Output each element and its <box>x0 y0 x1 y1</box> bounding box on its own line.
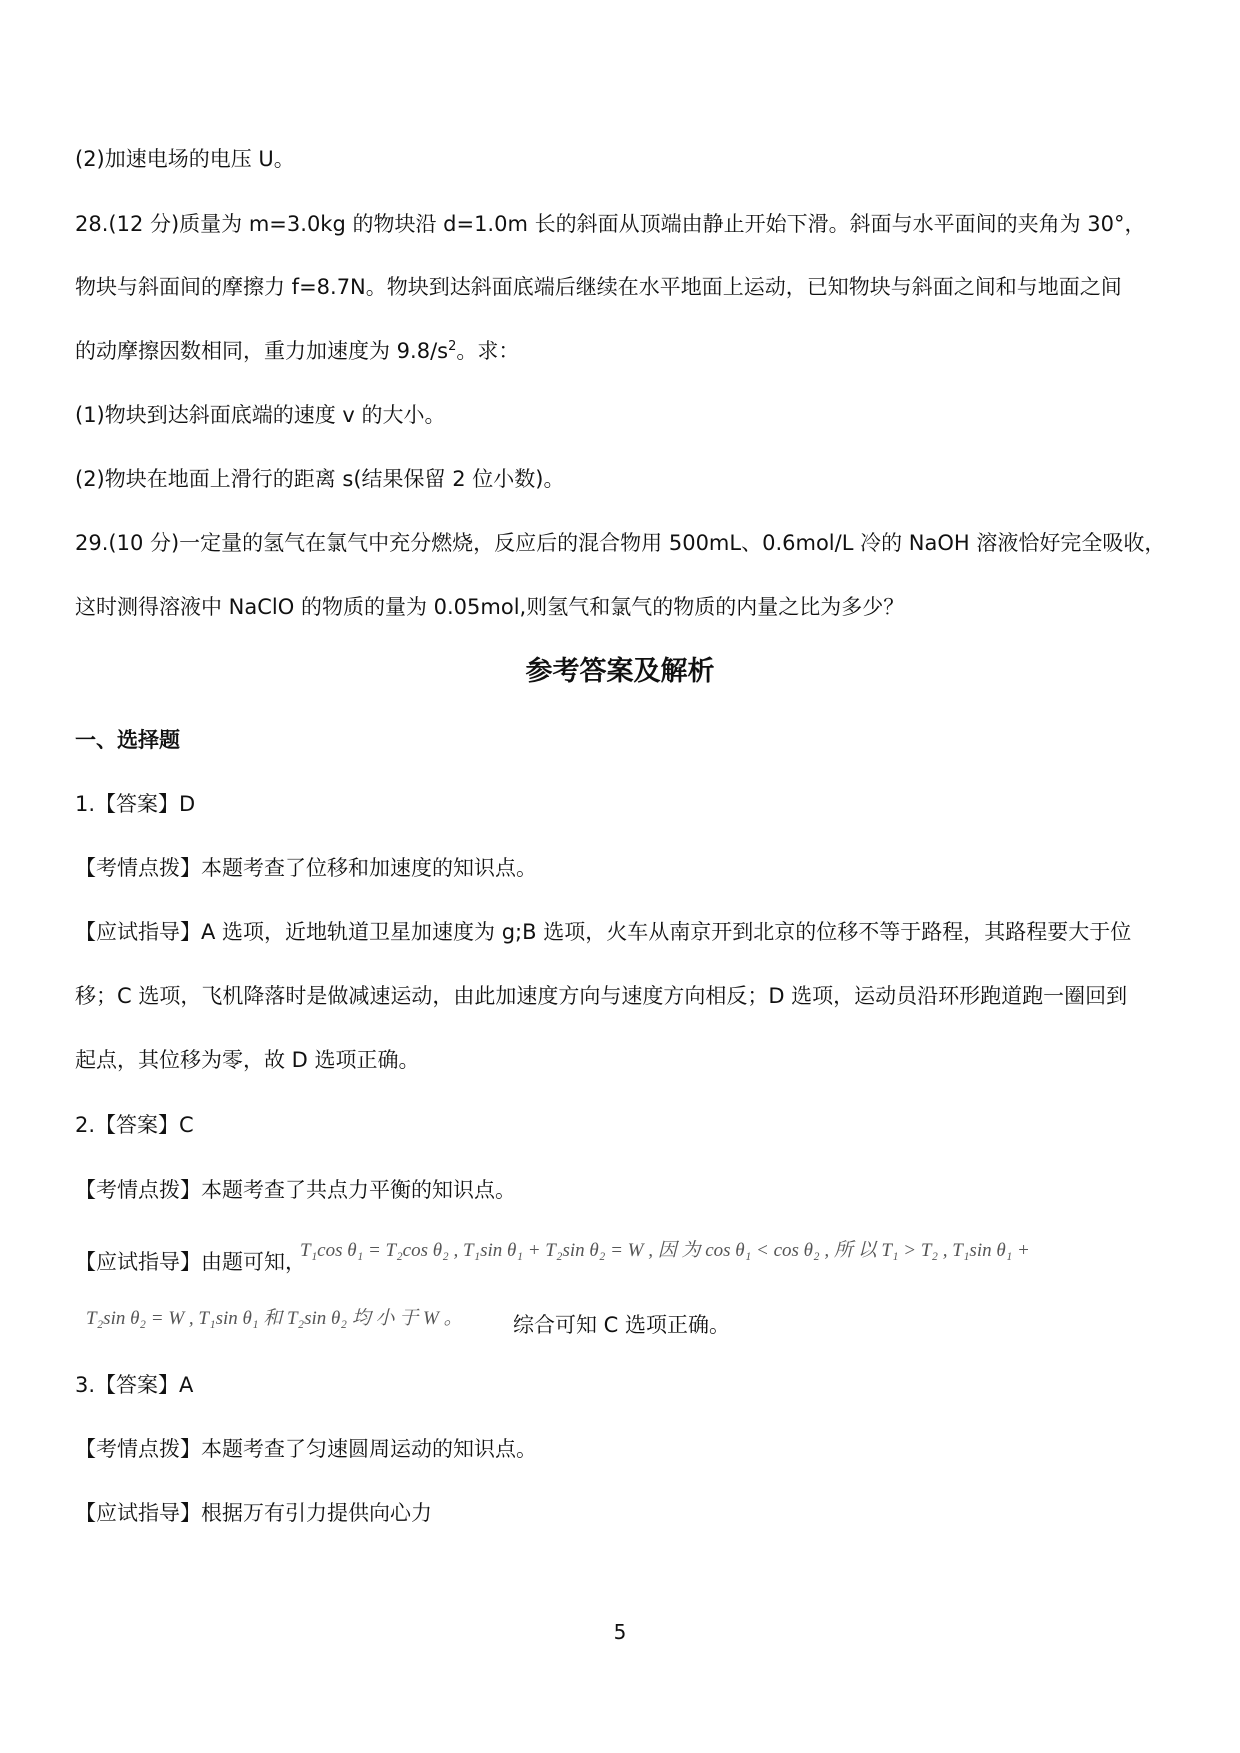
q2-formula-line-1: T₁cos θ₁ = T₂cos θ₂ , T₁sin θ₁ + T₂sin θ₂ = W , 因 为 cos θ₁ < cos θ₂ , 所 以 T₁ > T₂ , T₁sin θ₁ + <box>300 1240 1030 1261</box>
question-28-line-3-text: 的动摩擦因数相同，重力加速度为 9.8/s <box>75 339 449 363</box>
q2-formula-line-2: T₂sin θ₂ = W , T₁sin θ₁ 和 T₂sin θ₂ 均 小 于 W 。 <box>86 1308 463 1329</box>
question-28-part-2: (2)物块在地面上滑行的距离 s(结果保留 2 位小数)。 <box>75 467 565 491</box>
q2-point: 【考情点拨】本题考查了共点力平衡的知识点。 <box>75 1178 516 1202</box>
answers-title: 参考答案及解析 <box>525 656 715 687</box>
page-number: 5 <box>613 1620 627 1644</box>
q3-guide: 【应试指导】根据万有引力提供向心力 <box>75 1501 432 1525</box>
q1-guide-line-3: 起点，其位移为零，故 D 选项正确。 <box>75 1048 420 1072</box>
q2-guide-suffix: 综合可知 C 选项正确。 <box>513 1313 731 1337</box>
exponent: 2 <box>448 339 457 354</box>
question-27-part-2: (2)加速电场的电压 U。 <box>75 147 295 171</box>
q3-answer: 3.【答案】A <box>75 1373 194 1397</box>
question-29-line-1: 29.(10 分)一定量的氢气在氯气中充分燃烧，反应后的混合物用 500mL、0.6mol/L 冷的 NaOH 溶液恰好完全吸收， <box>75 531 1166 555</box>
q1-guide-line-1: 【应试指导】A 选项，近地轨道卫星加速度为 g;B 选项，火车从南京开到北京的位移不等于路程，其路程要大于位 <box>75 920 1132 944</box>
q1-point: 【考情点拨】本题考查了位移和加速度的知识点。 <box>75 856 537 880</box>
q1-guide-line-2: 移；C 选项，飞机降落时是做减速运动，由此加速度方向与速度方向相反；D 选项，运动员沿环形跑道跑一圈回到 <box>75 984 1128 1008</box>
question-28-line-3-end: 。求： <box>456 339 520 363</box>
q3-point: 【考情点拨】本题考查了匀速圆周运动的知识点。 <box>75 1437 537 1461</box>
question-28-line-1: 28.(12 分)质量为 m=3.0kg 的物块沿 d=1.0m 长的斜面从顶端由静止开始下滑。斜面与水平面间的夹角为 30°， <box>75 212 1146 236</box>
question-28-line-3 <box>75 336 1170 366</box>
section-heading: 一、选择题 <box>75 728 180 752</box>
q2-guide-prefix: 【应试指导】由题可知， <box>75 1250 306 1274</box>
q2-answer: 2.【答案】C <box>75 1113 194 1137</box>
q1-answer: 1.【答案】D <box>75 792 196 816</box>
question-29-line-2: 这时测得溶液中 NaClO 的物质的量为 0.05mol,则氢气和氯气的物质的内量之比为多少？ <box>75 595 905 619</box>
question-28-part-1: (1)物块到达斜面底端的速度 v 的大小。 <box>75 403 446 427</box>
question-28-line-2: 物块与斜面间的摩擦力 f=8.7N。物块到达斜面底端后继续在水平地面上运动，已知物块与斜面之间和与地面之间 <box>75 275 1122 299</box>
